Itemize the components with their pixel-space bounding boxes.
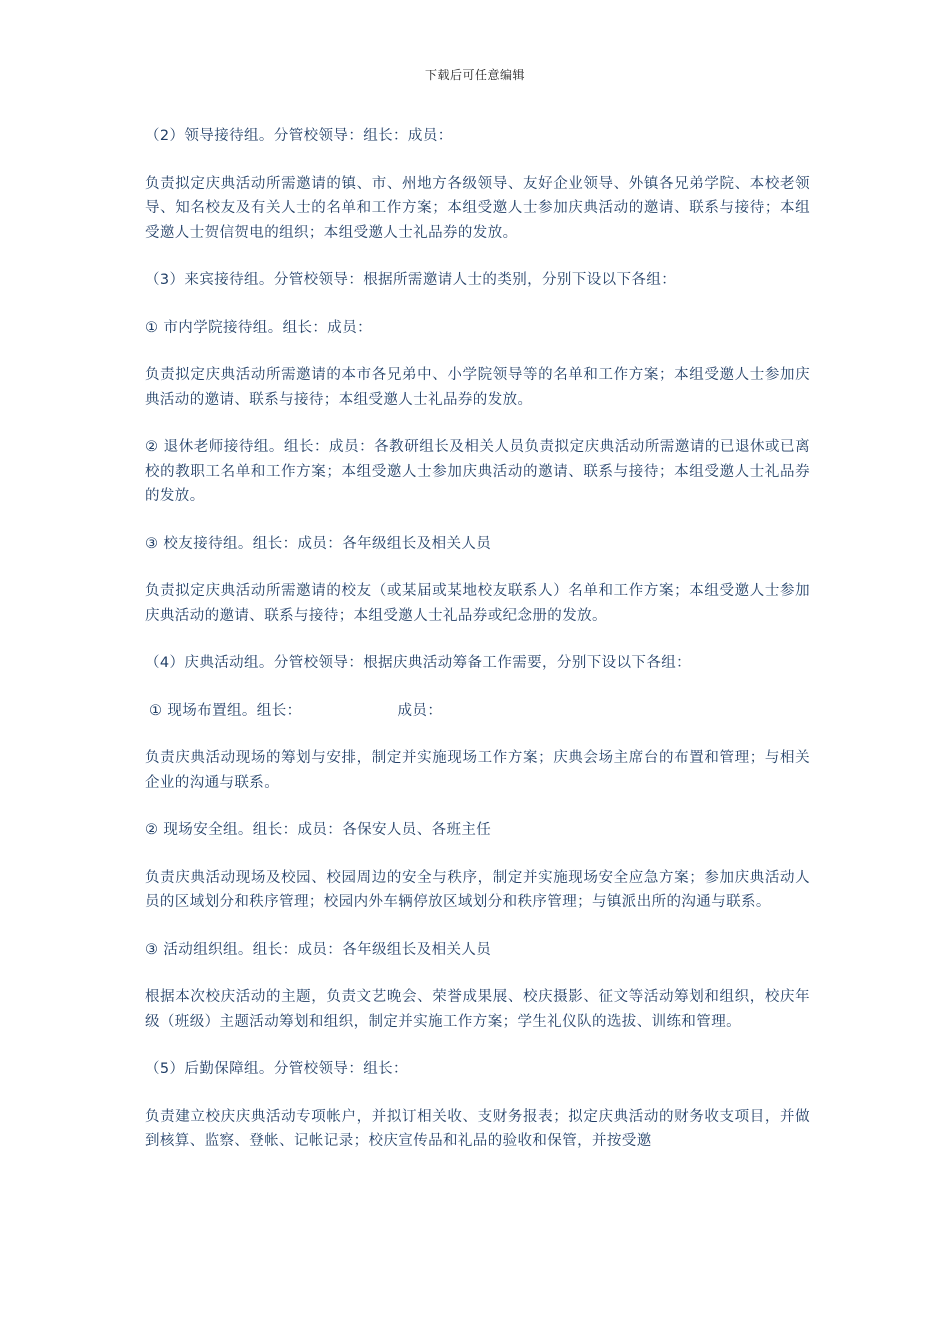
site-layout-prefix: ① 现场布置组。组长： [149,702,302,719]
paragraph-celebration-activities: （4）庆典活动组。分管校领导：根据庆典活动筹备工作需要，分别下设以下各组： [145,655,692,671]
paragraph-leader-reception: （2）领导接待组。分管校领导：组长：成员： [145,128,453,144]
paragraph-city-school-reception: ① 市内学院接待组。组长：成员： [145,319,373,336]
paragraph-site-layout-duties: 负责庆典活动现场的筹划与安排，制定并实施现场工作方案；庆典会场主席台的布置和管理；与相关企业的沟通与联系。 [145,750,810,791]
paragraph-site-security-duties: 负责庆典活动现场及校园、校园周边的安全与秩序，制定并实施现场安全应急方案；参加庆典活动人员的区域划分和秩序管理；校园内外车辆停放区域划分和秩序管理；与镇派出所的沟通与联系。 [145,869,810,910]
paragraph-alumni-duties: 负责拟定庆典活动所需邀请的校友（或某届或某地校友联系人）名单和工作方案；本组受邀人士参加庆典活动的邀请、联系与接待；本组受邀人士礼品券或纪念册的发放。 [145,583,810,624]
paragraph-activity-organization: ③ 活动组织组。组长：成员：各年级组长及相关人员 [145,941,492,958]
header-note: 下载后可任意编辑 [424,68,525,82]
paragraph-logistics-duties: 负责建立校庆庆典活动专项帐户，并拟订相关收、支财务报表；拟定庆典活动的财务收支项目，并做到核算、监察、登帐、记帐记录；校庆宣传品和礼品的验收和保管，并按受邀 [145,1108,810,1149]
paragraph-guest-reception: （3）来宾接待组。分管校领导：根据所需邀请人士的类别，分别下设以下各组： [145,272,677,288]
document-body [145,124,810,1154]
paragraph-site-layout [145,699,810,724]
paragraph-logistics: （5）后勤保障组。分管校领导：组长： [145,1061,408,1077]
paragraph-alumni-reception: ③ 校友接待组。组长：成员：各年级组长及相关人员 [145,535,492,552]
paragraph-retired-teachers: ② 退休老师接待组。组长：成员：各教研组长及相关人员负责拟定庆典活动所需邀请的已退休或已离校的教职工名单和工作方案；本组受邀人士参加庆典活动的邀请、联系与接待；本组受邀人士礼品券的发放。 [145,439,810,504]
site-layout-suffix: 成员： [397,702,443,719]
paragraph-activity-organization-duties: 根据本次校庆活动的主题，负责文艺晚会、荣誉成果展、校庆摄影、征文等活动筹划和组织，校庆年级（班级）主题活动筹划和组织，制定并实施工作方案；学生礼仪队的选拔、训练和管理。 [145,989,810,1030]
paragraph-site-security: ② 现场安全组。组长：成员：各保安人员、各班主任 [145,822,492,838]
paragraph-city-school-duties: 负责拟定庆典活动所需邀请的本市各兄弟中、小学院领导等的名单和工作方案；本组受邀人士参加庆典活动的邀请、联系与接待；本组受邀人士礼品券的发放。 [145,367,810,408]
paragraph-leader-reception-duties: 负责拟定庆典活动所需邀请的镇、市、州地方各级领导、友好企业领导、外镇各兄弟学院、本校老领导、知名校友及有关人士的名单和工作方案；本组受邀人士参加庆典活动的邀请、联系与接待；本组受邀人士贺信贺电的组织；本组受邀人士礼品券的发放。 [145,175,810,241]
